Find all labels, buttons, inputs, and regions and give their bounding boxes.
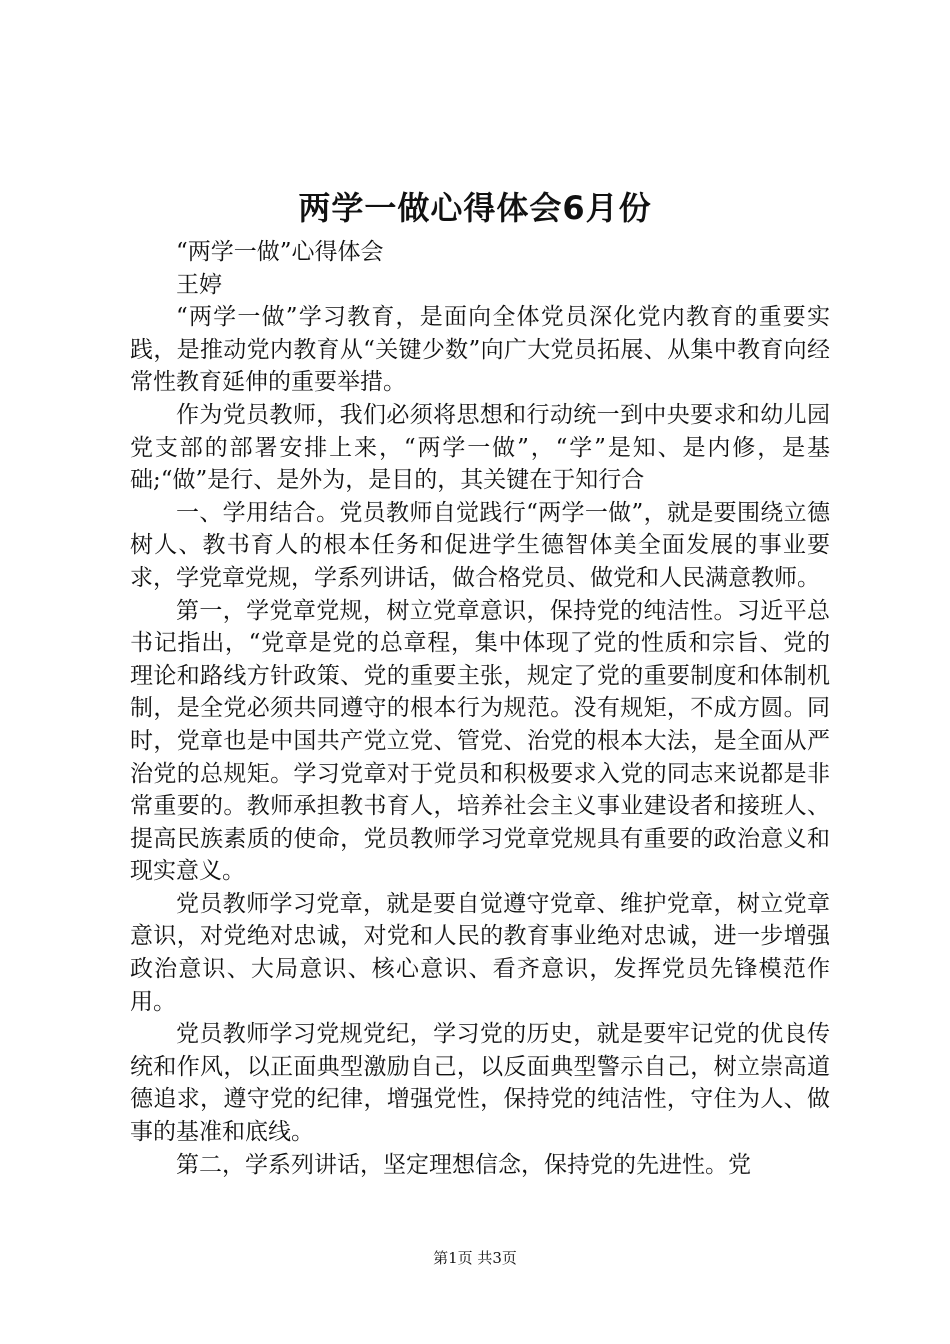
document-body bbox=[130, 236, 830, 1181]
document-title: 两学一做心得体会6月份 bbox=[298, 189, 652, 227]
paragraph: 一、学用结合。党员教师自觉践行“两学一做”，就是要围绕立德树人、教书育人的根本任务和促进学生德智体美全面发展的事业要求，学党章党规，学系列讲话，做合格党员、做党和人民满意教师。 bbox=[130, 499, 830, 591]
paragraph: 党员教师学习党规党纪，学习党的历史，就是要牢记党的优良传统和作风，以正面典型激励自己，以反面典型警示自己，树立崇高道德追求，遵守党的纪律，增强党性，保持党的纯洁性，守住为人、做事的基准和底线。 bbox=[130, 1021, 830, 1146]
paragraph: “两学一做”学习教育，是面向全体党员深化党内教育的重要实践，是推动党内教育从“关键少数”向广大党员拓展、从集中教育向经常性教育延伸的重要举措。 bbox=[130, 304, 830, 396]
paragraph: 党员教师学习党章，就是要自觉遵守党章、维护党章，树立党章意识，对党绝对忠诚，对党和人民的教育事业绝对忠诚，进一步增强政治意识、大局意识、核心意识、看齐意识，发挥党员先锋模范作用。 bbox=[130, 890, 830, 1015]
subtitle: “两学一做”心得体会 bbox=[176, 239, 384, 265]
page-number-footer: 第1页 共3页 bbox=[433, 1249, 517, 1267]
author: 王婷 bbox=[176, 271, 222, 298]
paragraph: 第一，学党章党规，树立党章意识，保持党的纯洁性。习近平总书记指出，“党章是党的总章程，集中体现了党的性质和宗旨、党的理论和路线方针政策、党的重要主张，规定了党的重要制度和体制机制，是全党必须共同遵守的根本行为规范。没有规矩，不成方圆。同时，党章也是中国共产党立党、管党、治党的根本大法，是全面从严治党的总规矩。学习党章对于党员和积极要求入党的同志来说都是非常重要的。教师承担教书育人，培养社会主义事业建设者和接班人、提高民族素质的使命，党员教师学习党章党规具有重要的政治意义和现实意义。 bbox=[130, 597, 830, 885]
paragraph: 第二，学系列讲话，坚定理想信念，保持党的先进性。党 bbox=[176, 1151, 751, 1178]
paragraph: 作为党员教师，我们必须将思想和行动统一到中央要求和幼儿园党支部的部署安排上来，“两学一做”，“学”是知、是内修，是基础;“做”是行、是外为，是目的，其关键在于知行合 bbox=[130, 401, 830, 494]
